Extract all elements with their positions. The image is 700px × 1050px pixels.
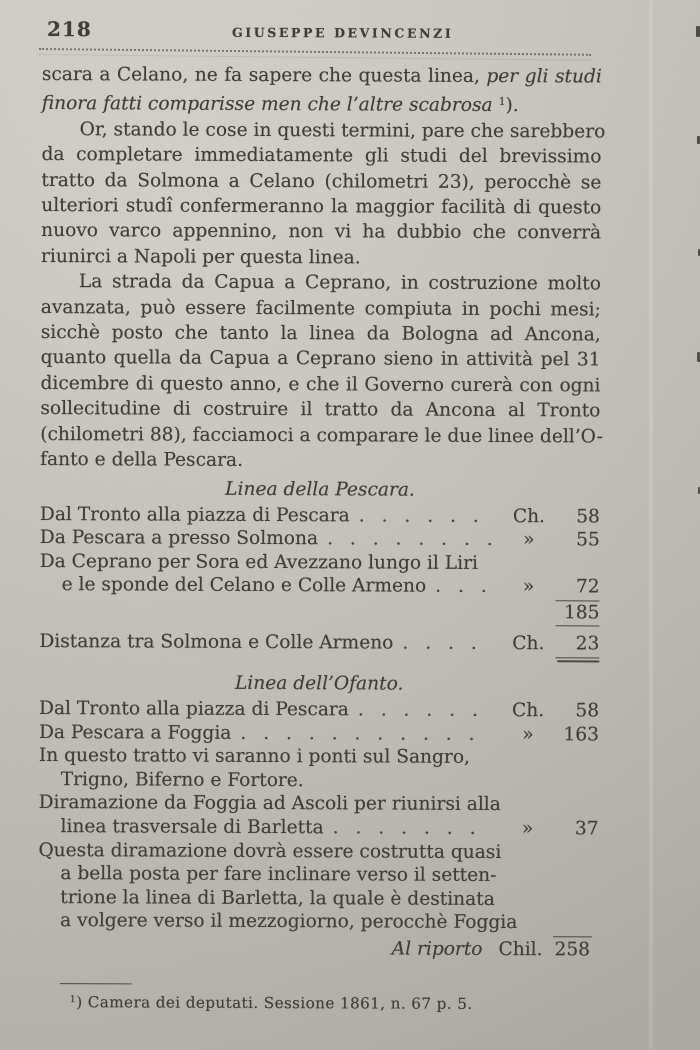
dot-leader: . . . . . . bbox=[358, 504, 481, 527]
unit-label: » bbox=[522, 576, 535, 598]
distance-value: 58 bbox=[576, 505, 600, 527]
section-heading-pescara: Linea della Pescara. bbox=[225, 478, 415, 501]
body-line: da completare immediatamente gli studi del brevissimo bbox=[41, 144, 602, 168]
distance-value: 23 bbox=[555, 633, 599, 659]
unit-label: Ch. bbox=[512, 633, 545, 655]
body-line: avanzata, può essere facilmente compiuta in pochi mesi; bbox=[40, 296, 601, 321]
distance-row bbox=[40, 550, 600, 576]
distance-value: 72 bbox=[556, 576, 600, 602]
unit-label: » bbox=[521, 818, 534, 840]
unit-label: Chil. bbox=[498, 939, 543, 961]
unit-label: » bbox=[522, 723, 534, 745]
body-line: fanto e della Pescara. bbox=[40, 449, 244, 471]
distance-value: 58 bbox=[575, 700, 600, 722]
table-note-line bbox=[39, 744, 599, 770]
distance-row bbox=[40, 526, 600, 552]
table-note-line bbox=[39, 768, 599, 794]
dot-leader: . . . . bbox=[402, 633, 479, 655]
body-line: La strada da Capua a Ceprano, in costruzione molto bbox=[78, 271, 601, 295]
body-line: sicchè posto che tanto la linea da Bologna ad Ancona, bbox=[40, 322, 601, 346]
distance-row bbox=[39, 721, 599, 747]
header-rule bbox=[39, 48, 591, 61]
distance-row bbox=[39, 815, 599, 841]
carry-label: Al riporto bbox=[391, 938, 483, 960]
intro-italic: finora fatti comparisse men che l’altre scabrosa bbox=[41, 93, 499, 117]
row-label: Trigno, Biferno e Fortore. bbox=[60, 768, 304, 792]
distance-value: 163 bbox=[563, 723, 600, 746]
row-label: Da Pescara a presso Solmona bbox=[39, 527, 319, 550]
dot-leader: . . . . . . . . . . . bbox=[240, 722, 477, 745]
table-note-line bbox=[38, 886, 598, 912]
row-label: e le sponde del Celano e Colle Armeno bbox=[61, 574, 427, 597]
body-line: nuovo varco appennino, non vi ha dubbio che converrà bbox=[41, 220, 602, 244]
dot-leader: . . . bbox=[435, 576, 489, 598]
carry-line bbox=[38, 934, 598, 963]
distance-value: 37 bbox=[574, 818, 599, 840]
text-column bbox=[38, 62, 606, 1014]
body-line: tratto da Solmona a Celano (chilometri 23), perocchè se bbox=[41, 169, 602, 194]
row-label: Dal Tronto alla piazza di Pescara bbox=[39, 698, 349, 721]
body-line: Or, stando le cose in questi termini, pare che sarebbero bbox=[79, 118, 606, 143]
unit-label: Ch. bbox=[512, 505, 546, 527]
distance-row bbox=[39, 697, 599, 723]
footnote-text: ) Camera dei deputati. Sessione 1861, n. 67 p. 5. bbox=[76, 993, 473, 1013]
distance-value: 55 bbox=[576, 529, 600, 551]
body-line: riunirci a Napoli per questa linea. bbox=[41, 245, 361, 269]
row-label: Distanza tra Solmona e Colle Armeno bbox=[39, 631, 394, 655]
row-label: Da Ceprano per Sora ed Avezzano lungo il Liri bbox=[39, 550, 478, 574]
total-value: 185 bbox=[555, 601, 599, 627]
body-line: quanto quella da Capua a Ceprano sieno in attività pel 31 bbox=[40, 347, 601, 371]
section-heading-ofanto: Linea dell’Ofanto. bbox=[234, 672, 404, 695]
dot-leader: . . . . . . bbox=[357, 699, 480, 721]
row-label: linea trasversale di Barletta bbox=[60, 816, 324, 839]
distance-row bbox=[40, 503, 600, 529]
dot-leader: . . . . . . . . bbox=[327, 528, 495, 551]
intro-italic: per gli studi bbox=[486, 65, 602, 88]
intro-normal: scara a Celano, ne fa sapere che questa linea, bbox=[41, 64, 487, 87]
footnote-marker: 1 bbox=[69, 994, 77, 1006]
body-line: (chilometri 88), facciamoci a comparare le due linee dell’O- bbox=[40, 423, 603, 448]
total-row bbox=[39, 599, 599, 627]
footnote bbox=[38, 990, 598, 1014]
unit-label: » bbox=[523, 529, 535, 551]
row-label: a bella posta per fare inclinare verso il setten- bbox=[60, 863, 497, 887]
table-note-line bbox=[38, 909, 598, 935]
body-line: sollecitudine di costruire il tratto da Ancona al Tronto bbox=[40, 398, 601, 422]
table-note-line bbox=[38, 839, 598, 865]
footnote-rule bbox=[60, 983, 132, 984]
page-number: 218 bbox=[46, 17, 92, 42]
running-title: GIUSEPPE DEVINCENZI bbox=[232, 24, 454, 41]
row-label: Questa diramazione dovrà essere costrutta quasi bbox=[38, 839, 502, 863]
body-line: dicembre di questo anno, e che il Governo curerà con ogni bbox=[40, 372, 601, 397]
distance-row bbox=[39, 791, 599, 817]
intro-close: ). bbox=[505, 95, 519, 117]
carry-value: 258 bbox=[552, 936, 592, 963]
row-label: Dal Tronto alla piazza di Pescara bbox=[39, 503, 350, 526]
unit-label: Ch. bbox=[511, 700, 545, 722]
dot-leader: . . . . . . . bbox=[332, 817, 478, 839]
row-label: In questo tratto vi saranno i ponti sul Sangro, bbox=[38, 745, 470, 769]
footnote-reference: 1 bbox=[498, 95, 506, 109]
row-label: Da Pescara a Foggia bbox=[38, 721, 232, 744]
row-label: trione la linea di Barletta, la quale è destinata bbox=[60, 886, 495, 910]
row-label: a volgere verso il mezzogiorno, perocchè Foggia bbox=[60, 910, 518, 934]
distance-row bbox=[39, 630, 599, 658]
table-note-line bbox=[38, 862, 598, 888]
distance-row bbox=[40, 573, 600, 601]
body-line bbox=[42, 62, 602, 90]
row-label: Diramazione da Foggia ad Ascoli per riunirsi alla bbox=[38, 792, 501, 816]
body-line bbox=[42, 87, 602, 119]
body-line: ulteriori studî confermeranno la maggior facilità di questo bbox=[41, 195, 602, 219]
